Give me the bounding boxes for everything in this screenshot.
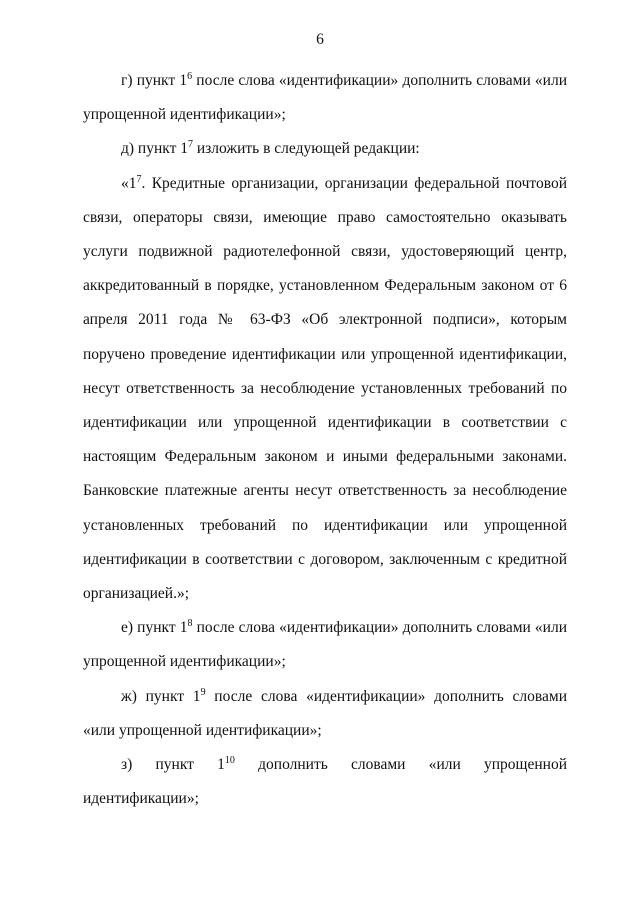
paragraph-g-lead: г) пункт 1 [121, 72, 188, 89]
paragraph-z-lead: з) пункт 1 [121, 756, 225, 774]
paragraph-z [83, 748, 567, 816]
paragraph-quoted-clause-text: . Кредитные организации, организации федеральной почтовой связи, операторы связи, имеющие право самостоятельно оказывать услуги подвижной радиотелефонной связи, удостоверяющий центр, аккредитованный в порядке, установленном Федеральным законом от 6 апреля 2011 года № 63-ФЗ «Об электронной подписи», которым поручено проведение идентификации или упрощенной идентификации, несут ответственность за несоблюдение установленных требований по идентификации или упрощенной идентификации в соответствии с настоящим Федеральным законом и иными федеральными законами. Банковские платежные агенты несут ответственность за несоблюдение установленных требований по идентификации или упрощенной идентификации в соответствии с договором, заключенным с кредитной организацией.»; [83, 174, 567, 603]
paragraph-zh [83, 680, 567, 748]
paragraph-e-text: после слова «идентификации» дополнить словами «или упрощенной идентификации»; [83, 619, 567, 671]
paragraph-g-text: после слова «идентификации» дополнить словами «или упрощенной идентификации»; [83, 72, 567, 124]
paragraph-zh-lead: ж) пункт 1 [121, 687, 201, 705]
paragraph-quoted-clause-superscript: 7 [136, 173, 142, 185]
page-number: 6 [316, 31, 324, 48]
paragraph-d-text: изложить в следующей редакции: [193, 140, 420, 158]
paragraph-zh-text: после слова «идентификации» дополнить словами «или упрощенной идентификации»; [83, 687, 568, 739]
paragraph-d [83, 132, 567, 166]
paragraph-e-lead: е) пункт 1 [121, 619, 188, 637]
paragraph-zh-superscript: 9 [200, 686, 206, 698]
paragraph-quoted-clause [83, 167, 567, 612]
paragraph-e-superscript: 8 [187, 618, 193, 630]
paragraph-e [83, 611, 567, 679]
paragraph-d-superscript: 7 [188, 139, 193, 151]
paragraph-d-lead: д) пункт 1 [121, 140, 188, 158]
paragraph-g [83, 64, 567, 132]
paragraph-z-superscript: 10 [224, 755, 235, 767]
paragraph-quoted-clause-lead: «1 [121, 174, 137, 192]
document-body [83, 64, 567, 816]
paragraph-g-superscript: 6 [187, 71, 193, 82]
paragraph-z-text: дополнить словами «или упрощенной идентификации»; [83, 756, 567, 808]
